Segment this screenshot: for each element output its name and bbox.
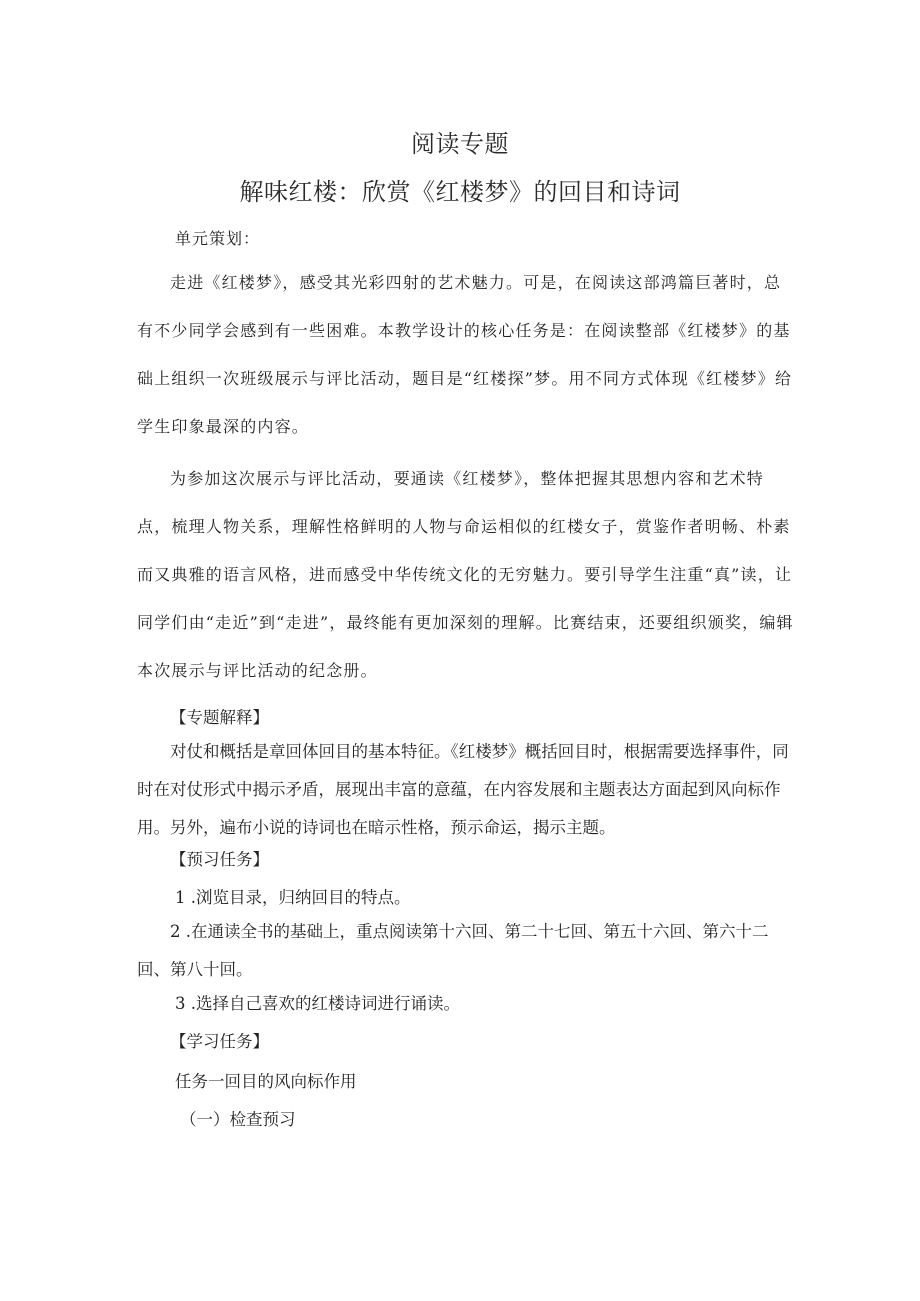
subtask-1: （一）检查预习 (180, 1110, 296, 1129)
planning-paragraph-1: 走进《红楼梦》，感受其光彩四射的艺术魅力。可是，在阅读这部鸿篇巨著时，总有不少同学会感到有一些困难。本教学设计的核心任务是：在阅读整部《红楼梦》的基础上组织一次班级展示与评比活动，题目是“红楼探”梦。用不同方式体现《红楼梦》给学生印象最深的内容。 (137, 273, 793, 436)
topic-heading: 【专题解释】 (170, 708, 269, 727)
preview-item: 1 .浏览目录，归纳回目的特点。 (175, 888, 411, 907)
task-1: 任务一回目的风向标作用 (175, 1072, 357, 1091)
study-heading: 【学习任务】 (170, 1032, 269, 1051)
topic-text: 对仗和概括是章回体回目的基本特征。《红楼梦》概括回目时，根据需要选择事件，同时在对仗形式中揭示矛盾，展现出丰富的意蕴，在内容发展和主题表达方面起到风向标作用。另外，遍布小说的诗词也在暗示性格，预示命运，揭示主题。 (137, 742, 789, 837)
page-title: 阅读专题 (411, 130, 509, 158)
preview-item: 2 .在通读全书的基础上，重点阅读第十六回、第二十七回、第五十六回、第六十二回、第八十回。 (137, 922, 769, 979)
planning-paragraph-2: 为参加这次展示与评比活动，要通读《红楼梦》，整体把握其思想内容和艺术特点，梳理人物关系，理解性格鲜明的人物与命运相似的红楼女子，赏鉴作者明畅、朴素而又典雅的语言风格，进而感受中华传统文化的无穷魅力。要引导学生注重“真”读，让同学们由“走近”到“走进”，最终能有更加深刻的理解。比赛结束，还要组织颁奖，编辑本次展示与评比活动的纪念册。 (137, 469, 794, 680)
planning-label: 单元策划： (175, 229, 261, 248)
page-subtitle: 解味红楼：欣赏《红楼梦》的回目和诗词 (239, 178, 681, 206)
preview-item: 3 .选择自己喜欢的红楼诗词进行诵读。 (175, 994, 460, 1013)
preview-heading: 【预习任务】 (170, 850, 269, 869)
